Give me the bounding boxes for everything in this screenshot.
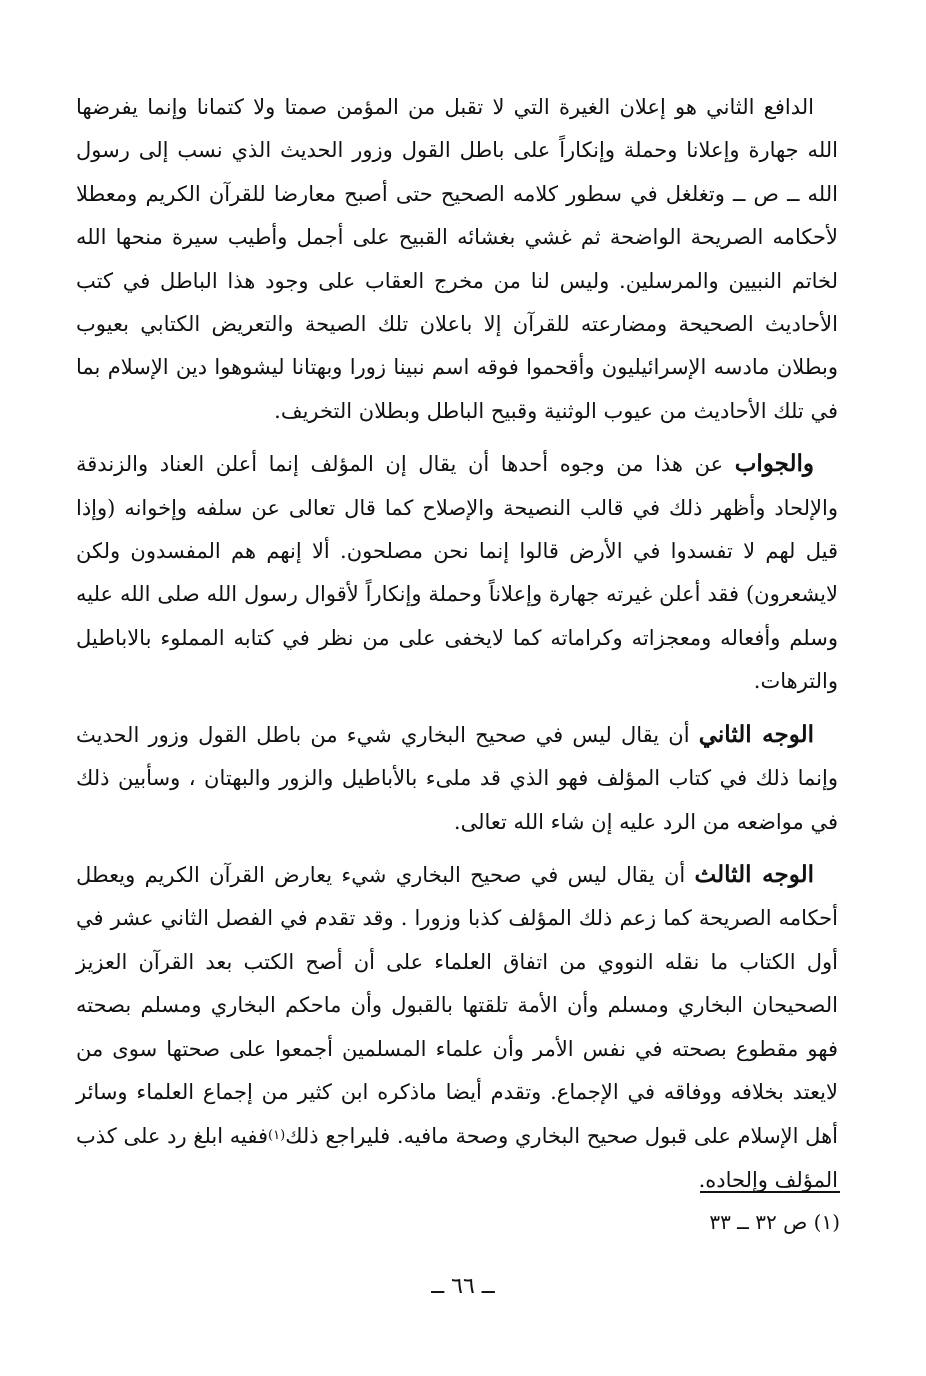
paragraph-second-aspect — [76, 713, 838, 844]
paragraph-text: أن يقال ليس في صحيح البخاري شيء من باطل القول وزور الحديث وإنما ذلك في كتاب المؤلف فهو الذي قد ملىء بالأباطيل والزور والبهتان ، وسأبين ذلك في مواضعه من الرد عليه إن شاء الله تعالى. — [76, 722, 838, 834]
paragraph-text: عن هذا من وجوه أحدها أن يقال إن المؤلف إنما أعلن العناد والزندقة والإلحاد وأظهر ذلك في قالب النصيحة والإصلاح كما قال تعالى عن سلفه وإخوانه (وإذا قيل لهم لا تفسدوا في الأرض قالوا إنما نحن مصلحون. ألا إنهم هم المفسدون ولكن لايشعرون) فقد أعلن غيرته جهارة وإعلاناً وحملة وإنكاراً لأقوال رسول الله صلى الله عليه وسلم وأفعاله ومعجزاته وكراماته كما لايخفى على من نظر في كتابه المملوء بالاباطيل والترهات. — [76, 452, 838, 694]
footnote-reference: (١) — [268, 1128, 286, 1144]
footnote: (١) ص ٣٢ ــ ٣٣ — [709, 1210, 840, 1234]
paragraph-motive — [76, 86, 838, 433]
paragraph-third-aspect — [76, 853, 838, 1202]
paragraph-lead: والجواب — [734, 450, 814, 478]
body-text — [76, 86, 838, 1202]
paragraph-answer — [76, 442, 838, 703]
paragraph-lead: الوجه الثالث — [694, 860, 814, 888]
paragraph-lead: الوجه الثاني — [698, 720, 814, 748]
paragraph-text: الدافع الثاني هو إعلان الغيرة التي لا تقبل من المؤمن صمتا ولا كتمانا وإنما يفرضها الله جهارة وإعلانا وحملة وإنكاراً على باطل القول وزور الحديث الذي نسب إلى رسول الله ــ ص ــ وتغلغل في سطور كلامه الصحيح حتى أصبح معارضا للقرآن الكريم ومعطلا لأحكامه الصريحة الواضحة ثم غشي بغشائه القبيح على أجمل وأطيب سيرة منحها الله لخاتم النبيين والمرسلين. وليس لنا من مخرج العقاب على وجود هذا الباطل في كتب الأحاديث الصحيحة ومضارعته للقرآن إلا باعلان تلك الصيحة والتعريض الكتابي بعيوب وبطلان مادسه الإسرائيليون وأقحموا فوقه اسم نبينا زورا وبهتانا ليشوهوا دين الإسلام بما في تلك الأحاديث من عيوب الوثنية وقبيح الباطل وبطلان التخريف. — [76, 95, 838, 423]
paragraph-text-continued: ففيه ابلغ رد على كذب المؤلف وإلحاده. — [76, 1124, 838, 1192]
paragraph-text: أن يقال ليس في صحيح البخاري شيء يعارض القرآن الكريم ويعطل أحكامه الصريحة كما زعم ذلك المؤلف كذبا وزورا . وقد تقدم في الفصل الثاني عشر في أول الكتاب ما نقله النووي من اتفاق العلماء على أن أصح الكتب بعد القرآن العزيز الصحيحان البخاري ومسلم وأن الأمة تلقتها بالقبول وأن ماحكم البخاري ومسلم بصحته فهو مقطوع بصحته في نفس الأمر وأن علماء المسلمين أجمعوا على صحتها سوى من لايعتد بخلافه ووفاقه في الإجماع. وتقدم أيضا ماذكره ابن كثير من إجماع العلماء وسائر أهل الإسلام على قبول صحيح البخاري وصحة مافيه. فليراجع ذلك — [76, 862, 838, 1149]
page-number: ــ ٦٦ ــ — [431, 1274, 495, 1299]
footnote-divider — [700, 1191, 840, 1193]
